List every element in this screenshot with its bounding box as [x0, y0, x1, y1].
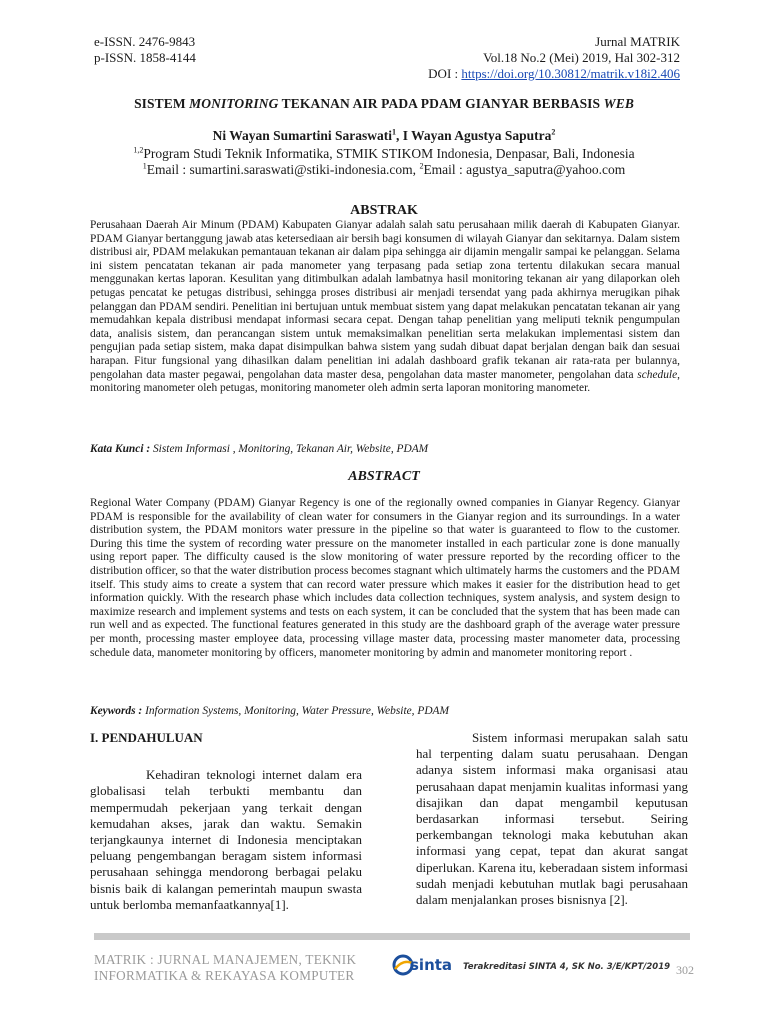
kw-label: Keywords :: [90, 705, 146, 717]
kw-label: Kata Kunci :: [90, 443, 153, 455]
journal-name: Jurnal MATRIK: [595, 34, 680, 49]
author-name: Ni Wayan Sumartini Saraswati: [212, 128, 392, 143]
kata-kunci: [90, 443, 680, 455]
email-text: Email : agustya_saputra@yahoo.com: [423, 162, 626, 177]
intro-left-column: [90, 730, 362, 913]
email-sup: 1: [142, 161, 147, 171]
author-sup: 2: [551, 127, 556, 137]
footer-rule: [94, 933, 690, 940]
issn-block: [94, 34, 196, 66]
abstrak-italic: schedule: [637, 368, 678, 381]
author-sup: 1: [391, 127, 396, 137]
doi-label: DOI :: [428, 66, 462, 81]
doi-line: [428, 66, 680, 82]
page-number: 302: [676, 963, 694, 977]
accreditation-note: Terakreditasi SINTA 4, SK No. 3/E/KPT/2019: [463, 962, 671, 972]
abstrak-text: [90, 219, 680, 396]
email-sup: 2: [419, 161, 424, 171]
abstrak-heading: ABSTRAK: [350, 203, 418, 218]
sinta-logo-text: sinta: [410, 956, 453, 974]
abstract-heading: [60, 469, 708, 485]
intro-right-para: Sistem informasi merupakan salah satu hal terpenting dalam suatu perusahaan. Dengan adanya sistem informasi maka organisasi atau perusahaan dapat menjamin kualitas informasi yang disajikan dan dapat mengambil keputusan berdasarkan informasi tersebut. Seiring perkembangan teknologi maka kebutuhan akan informasi yang cepat, tepat dan akurat sangat diperlukan. Karena itu, keberadaan sistem informasi sudah menjadi kebutuhan mutlak bagi perusahaan dalam menjalankan proses bisnisnya [2].: [416, 730, 688, 908]
email-text: Email : sumartini.saraswati@stiki-indonesia.com,: [146, 162, 420, 177]
affil-text: Program Studi Teknik Informatika, STMIK STIKOM Indonesia, Denpasar, Bali, Indonesia: [143, 146, 635, 161]
doi-link[interactable]: https://doi.org/10.30812/matrik.v18i2.406: [461, 66, 680, 81]
footer-line: MATRIK : JURNAL MANAJEMEN, TEKNIK: [94, 952, 357, 967]
title-italic: MONITORING: [189, 96, 279, 111]
abstrak-body: Perusahaan Daerah Air Minum (PDAM) Kabupaten Gianyar adalah salah satu perusahaan milik daerah di Kabupaten Gianyar. PDAM Gianyar bertanggung jawab atas ketersediaan air bersih bagi konsumen di wilayah Gianyar dan sekitarnya. Dalam sistem distribusi air, PDAM melakukan pemantauan tekanan air dalam pipa sehingga air dijamin mengalir sampai ke pelanggan. Selama ini sistem pencatatan tekanan air pada manometer yang terpasang pada setiap zona tertentu dilakukan secara manual menggunakan kertas laporan. Kesulitan yang ditimbulkan adalah lambatnya hasil monitoring tekanan air yang dilaporkan oleh petugas pencatat ke petugas distribusi, sehingga proses distribusi air menjadi tersendat yang pada akhirnya merugikan pihak pelanggan dan PDAM sendiri. Penelitian ini bertujuan untuk membuat sistem yang dapat melakukan pencatatan tekanan air yang memudahkan kepala distribusi mendapat informasi secara cepat. Dengan tahap penelitian yang meliputi teknik pengumpulan data, analisis sistem, dan perancangan sistem untuk memaksimalkan penelitian serta melakukan implementasi sistem dan pengujian pada setiap sistem, maka dapat disimpulkan bahwa sistem yang sudah dibuat dapat berjalan dengan baik dan sesuai harapan. Fitur fungsional yang dihasilkan dalam penelitian ini adalah dashboard grafik tekanan air rata-rata per bulannya, pengolahan data master pegawai, pengolahan data master desa, pengolahan data master manometer, pengolahan data: [90, 219, 680, 381]
intro-heading: I. PENDAHULUAN: [90, 730, 203, 745]
affiliation: [60, 146, 708, 162]
footer-line: INFORMATIKA & REKAYASA KOMPUTER: [94, 968, 355, 983]
intro-left-para: Kehadiran teknologi internet dalam era globalisasi telah terbukti membantu dan mempermudah pekerjaan yang terkait dengan kemudahan akses, jarak dan waktu. Semakin terjangkaunya internet di Indonesia menciptakan peluang pengembangan beragam sistem informasi perusahaan sehingga mendorong berbagai pelaku bisnis baik di kalangan pemerintah maupun swasta untuk berlomba memanfaatkannya[1].: [90, 767, 362, 912]
abstract-text: Regional Water Company (PDAM) Gianyar Regency is one of the regionally owned companies in Gianyar Regency. Gianyar PDAM is responsible for the availability of clean water for consumers in the Gianyar region and its surroundings. In a water distribution system, the PDAM monitors water pressure in the pipeline so that water is guaranteed to flow to the customer. During this time the system of recording water pressure on the manometer installed in each particular zone is done manually using report paper. The difficulty caused is the slow monitoring of water pressure reported by the recording officer to the distribution officer, so that the water distribution process becomes stagnant which ultimately harms the customers and the PDAM itself. This study aims to create a system that can record water pressure which makes it easier for the distribution head to get information quickly. With the research phase which includes data collection techniques, system analysis, and system design to maximize research and implement systems and tests on each system, it can be concluded that the system that has been made can run well and as expected. The functional features generated in this study are the dashboard graph of the average water pressure per month, processing master employee data, processing village master data, processing master manometer data, processing schedule data, manometer monitoring by officers, manometer monitoring by admin and manometer monitoring report .: [90, 497, 680, 659]
paper-title: [60, 96, 708, 112]
volume-info: Vol.18 No.2 (Mei) 2019, Hal 302-312: [483, 50, 680, 65]
affil-sup: 1,2: [133, 145, 144, 155]
abstrak-body: , monitoring manometer oleh petugas, monitoring manometer oleh admin serta laporan monitoring manometer.: [90, 368, 680, 395]
journal-info: [428, 34, 680, 82]
kw-text: Sistem Informasi , Monitoring, Tekanan Air, Website, PDAM: [152, 443, 429, 455]
eissn: e-ISSN. 2476-9843: [94, 34, 196, 49]
authors: [60, 128, 708, 144]
kw-text: Information Systems, Monitoring, Water Pressure, Website, PDAM: [145, 705, 449, 717]
pissn: p-ISSN. 1858-4144: [94, 50, 196, 65]
author-name: , I Wayan Agustya Saputra: [395, 128, 552, 143]
title-part: TEKANAN AIR PADA PDAM GIANYAR BERBASIS: [278, 96, 604, 111]
footer-journal: [94, 952, 356, 984]
emails: [60, 162, 708, 178]
title-part: SISTEM: [134, 96, 190, 111]
title-italic: WEB: [603, 96, 634, 111]
abstract-heading-text: ABSTRACT: [348, 469, 420, 484]
intro-right-column: [416, 730, 688, 908]
keywords: [90, 705, 680, 717]
sinta-logo-icon: [392, 950, 458, 980]
